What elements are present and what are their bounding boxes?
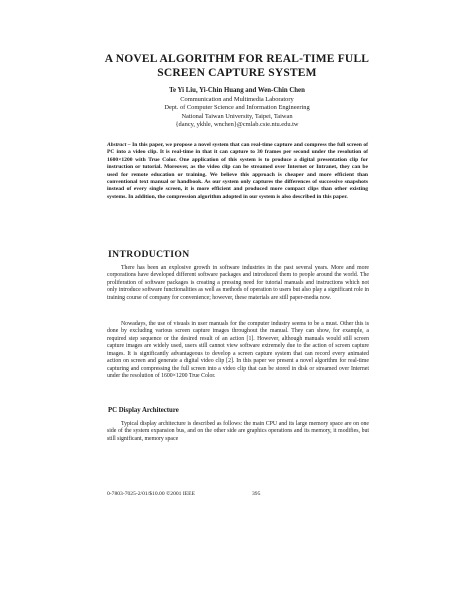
- footer-copyright: 0-7803-7025-2/01/$10.00 ©2001 IEEE: [107, 491, 195, 497]
- author-block: [110, 87, 364, 130]
- paper-title-line-2: SCREEN CAPTURE SYSTEM: [157, 67, 317, 79]
- affiliation-univ: National Taiwan University, Taipei, Taiwan: [181, 112, 293, 120]
- intro-paragraph-1: There has been an explosive growth in software industries in the past several years. More and more corporations have developed different software packages and introduced them to people around the world. The proliferation of software packages is creating a pressing need for tutorial manuals and instructions which not only introduce software functionalities as well as methods of operation to users but also play a significant role in training course of company for convenience; however, these materials are still paper-media now.: [107, 265, 369, 301]
- paper-title-line-1: A NOVEL ALGORITHM FOR REAL-TIME FULL: [104, 53, 370, 65]
- page-number: 395: [252, 491, 261, 497]
- arch-paragraph-1: Typical display architecture is described as follows: the main CPU and its large memory space are on one side of the system expansion bus, and on the other side are graphics operations and its memory, it modifies, but still significant, memory space: [107, 421, 369, 442]
- paper-title: [90, 52, 384, 80]
- section-heading-pc-display: PC Display Architecture: [108, 407, 179, 414]
- author-emails: {dancy, ykhle, wnchen}@cmlab.csie.ntu.edu.tw: [175, 121, 299, 129]
- affiliation-dept: Dept. of Computer Science and Information Engineering: [164, 104, 310, 112]
- affiliation-lab: Communication and Multimedia Laboratory: [180, 95, 294, 103]
- abstract-lead: Abstract: [107, 142, 127, 148]
- section-heading-introduction: INTRODUCTION: [108, 249, 190, 260]
- abstract-text: – In this paper, we propose a novel system that can real-time capture and compress the full screen of PC into a video clip. It is real-time in that it can capture to 30 frames per second under the resolution of 1600×1200 with True Color. One application of this system is to produce a digital presentation clip for instruction or tutorial. Moreover, as the video clip can be streamed over Internet or Intranet, they can be used for remote education or training. We believe this approach is cheaper and more efficient than conventional text manual or handbook. As our system only captures the differences of successive snapshots instead of every single screen, it is more efficient and produced more compact clips than other existing systems. In addition, the compression algorithm adopted in our system is also described in this paper.: [107, 142, 368, 200]
- intro-paragraph-2: Nowadays, the use of visuals in user manuals for the computer industry seems to be a must. Other this is done by excluding various screen capture images throughout the manual. They can show, for example, a required step sequence or the desired result of an action [1]. However, although manuals would still screen capture images are widely used, users still cannot view software extremely due to the action of screen capture images. It is significantly advantageous to develop a screen capture system that can record every animated action on screen and generate a digital video clip [2]. In this paper we present a novel algorithm for real-time capturing and compressing the full screen into a video clip that can be stored in disk or streamed over Internet under the resolution of 1600×1200 True Color.: [107, 321, 369, 380]
- abstract: [107, 142, 368, 201]
- author-names: Te Yi Liu, Yi-Chin Huang and Wen-Chin Chen: [169, 87, 305, 94]
